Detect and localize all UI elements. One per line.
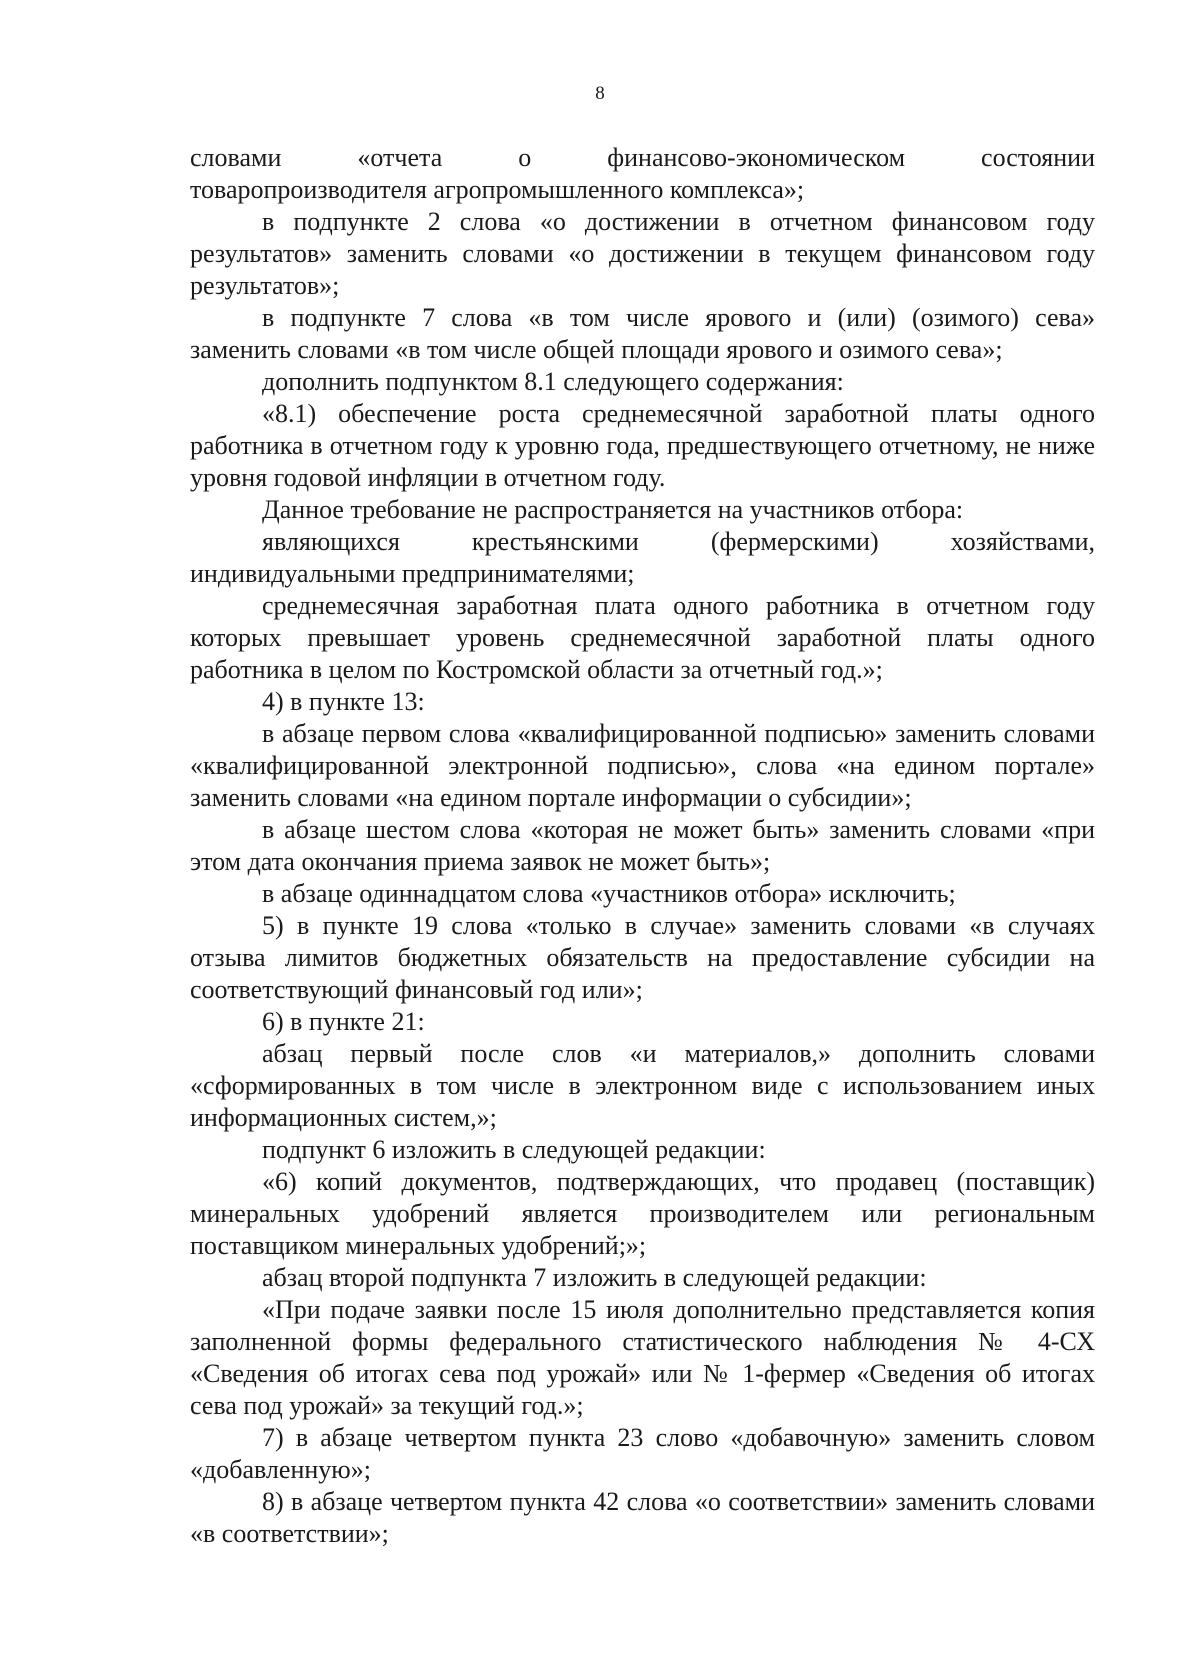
paragraph: в подпункте 7 слова «в том числе ярового и (или) (озимого) сева» заменить словами «в том числе общей площади ярового и озимого сева»; — [190, 303, 1095, 364]
paragraph: являющихся крестьянскими (фермерскими) хозяйствами, индивидуальными предпринимателями; — [190, 527, 1095, 588]
paragraph: в подпункте 2 слова «о достижении в отчетном финансовом году результатов» заменить словами «о достижении в текущем финансовом году результатов»; — [190, 207, 1095, 300]
paragraph: 7) в абзаце четвертом пункта 23 слово «добавочную» заменить словом «добавленную»; — [190, 1423, 1095, 1484]
paragraph: Данное требование не распространяется на участников отбора: — [262, 495, 964, 524]
paragraph: 8) в абзаце четвертом пункта 42 слова «о соответствии» заменить словами «в соответствии»; — [190, 1487, 1095, 1548]
paragraph: дополнить подпунктом 8.1 следующего содержания: — [262, 367, 844, 396]
paragraph-continuation-line: словами «отчета о финансово-экономическом состоянии — [190, 143, 1095, 172]
paragraph: подпункт 6 изложить в следующей редакции: — [262, 1135, 766, 1164]
paragraph: «8.1) обеспечение роста среднемесячной заработной платы одного работника в отчетном году к уровню года, предшествующего отчетному, не ниже уровня годовой инфляции в отчетном году. — [190, 399, 1095, 492]
paragraph: абзац первый после слов «и материалов,» дополнить словами «сформированных в том числе в электронном виде с использованием иных информационных систем,»; — [190, 1039, 1095, 1132]
paragraph: в абзаце первом слова «квалифицированной подписью» заменить словами «квалифицированной электронной подписью», слова «на едином портале» заменить словами «на едином портале информации о субсидии»; — [190, 719, 1095, 812]
paragraph: в абзаце шестом слова «которая не может быть» заменить словами «при этом дата окончания приема заявок не может быть»; — [190, 815, 1095, 876]
paragraph: «При подаче заявки после 15 июля дополнительно представляется копия заполненной формы федерального статистического наблюдения № 4-СХ «Сведения об итогах сева под урожай» или № 1-фермер «Сведения об итогах сева под урожай» за текущий год.»; — [190, 1295, 1095, 1420]
document-body — [190, 142, 1095, 1550]
paragraph: 6) в пункте 21: — [262, 1007, 425, 1036]
paragraph: в абзаце одиннадцатом слова «участников отбора» исключить; — [262, 879, 956, 908]
paragraph: среднемесячная заработная плата одного работника в отчетном году которых превышает уровень среднемесячной заработной платы одного работника в целом по Костромской области за отчетный год.»; — [190, 591, 1095, 684]
page-number: 8 — [595, 83, 605, 104]
paragraph: «6) копий документов, подтверждающих, что продавец (поставщик) минеральных удобрений является производителем или региональным поставщиком минеральных удобрений;»; — [190, 1167, 1095, 1260]
paragraph: 4) в пункте 13: — [262, 687, 425, 716]
paragraph: 5) в пункте 19 слова «только в случае» заменить словами «в случаях отзыва лимитов бюджетных обязательств на предоставление субсидии на соответствующий финансовый год или»; — [190, 911, 1095, 1004]
paragraph-continuation-end: товаропроизводителя агропромышленного комплекса»; — [190, 175, 805, 204]
paragraph: абзац второй подпункта 7 изложить в следующей редакции: — [262, 1263, 927, 1292]
